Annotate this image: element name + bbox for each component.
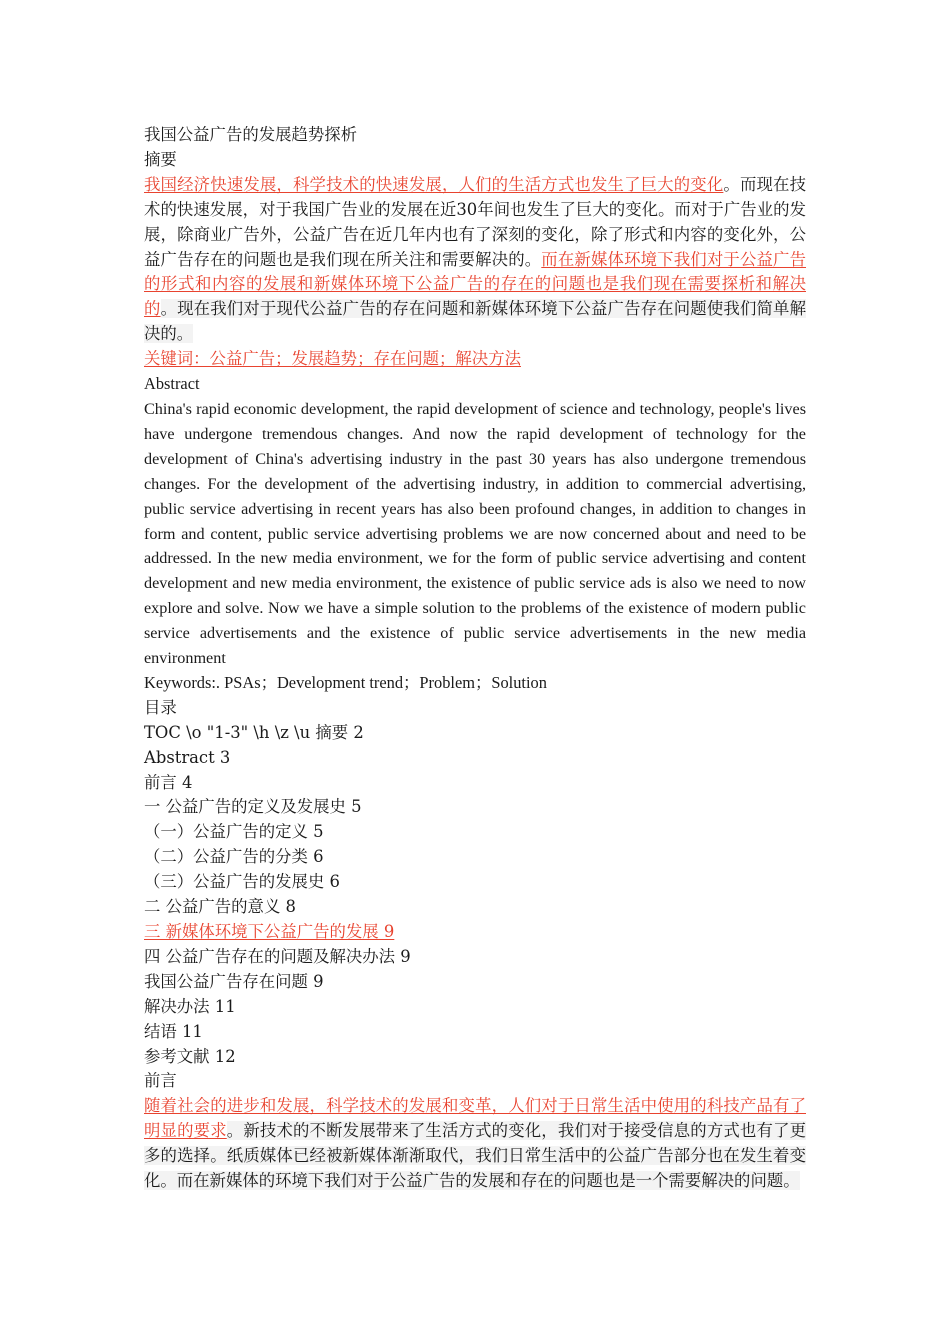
- abstract-cn-paragraph: [144, 173, 806, 347]
- preface-heading: 前言: [144, 1071, 177, 1091]
- toc-item-highlighted[interactable]: 三 新媒体环境下公益广告的发展 9: [144, 922, 395, 941]
- toc-item[interactable]: 二 公益广告的意义 8: [144, 897, 296, 917]
- preface-paragraph: [144, 1094, 806, 1194]
- toc-item[interactable]: 前言 4: [144, 772, 193, 792]
- toc-item[interactable]: （一）公益广告的定义 5: [144, 822, 324, 842]
- document-title: 我国公益广告的发展趋势探析: [144, 125, 358, 144]
- abstract-cn-text-2: 。现在我们对于现代公益广告的存在问题和新媒体环境下公益广告存在问题使我们简单解决的。: [144, 299, 807, 344]
- toc-item[interactable]: 解决办法 11: [144, 996, 236, 1016]
- abstract-cn-heading: 摘要: [144, 149, 177, 169]
- toc-item[interactable]: （三）公益广告的发展史 6: [144, 872, 340, 892]
- toc-item[interactable]: （二）公益广告的分类 6: [144, 847, 324, 867]
- toc-item[interactable]: 我国公益广告存在问题 9: [144, 971, 324, 991]
- document-page: [144, 123, 806, 1194]
- toc-item[interactable]: Abstract 3: [144, 747, 231, 767]
- abstract-cn-text-1: 。而现在技术的快速发展，对于我国广告业的发展在近30年间也发生了巨大的变化。而对于广告业的发展，除商业广告外，公益广告在近几年内也有了深刻的变化，除了形式和内容的变化外，公益广告存在的问题也是我们现在所关注和需要解决的。: [144, 174, 806, 269]
- toc-item[interactable]: 一 公益广告的定义及发展史 5: [144, 797, 362, 817]
- abstract-cn-red-2: 而在新媒体环境下我们对于公益广告的形式和内容的发展和新媒体环境下公益广告的存在的问题也是我们现在需要探析和解决的: [144, 249, 806, 319]
- toc-item[interactable]: 参考文献 12: [144, 1046, 236, 1066]
- keywords-cn: 关键词：公益广告；发展趋势；存在问题；解决方法: [144, 349, 521, 369]
- abstract-en-heading: Abstract: [144, 374, 200, 394]
- toc-item[interactable]: 结语 11: [144, 1021, 203, 1041]
- keywords-en: Keywords:. PSAs；Development trend；Problem；Solution: [144, 672, 547, 692]
- toc-item[interactable]: 四 公益广告存在的问题及解决办法 9: [144, 946, 411, 966]
- preface-text: 。新技术的不断发展带来了生活方式的变化，我们对于接受信息的方式也有了更多的选择。纸质媒体已经被新媒体渐渐取代，我们日常生活中的公益广告部分也在发生着变化。而在新媒体的环境下我们对于公益广告的发展和存在的问题也是一个需要解决的问题。: [144, 1121, 807, 1191]
- preface-red: 随着社会的进步和发展，科学技术的发展和变革，人们对于日常生活中使用的科技产品有了明显的要求: [144, 1096, 806, 1141]
- toc-heading: 目录: [144, 697, 177, 717]
- toc-item[interactable]: TOC \o "1-3" \h \z \u 摘要 2: [144, 722, 364, 742]
- abstract-cn-red-1: 我国经济快速发展，科学技术的快速发展，人们的生活方式也发生了巨大的变化: [144, 174, 724, 194]
- abstract-en-paragraph: China's rapid economic development, the rapid development of science and technology, people's lives have undergone tremendous changes. And now the rapid development of technology for the development of China's advertising industry in the past 30 years has also undergone tremendous changes. For the development of the advertising industry, in addition to commercial advertising, public service advertising in recent years has also been profound changes, in addition to changes in form and content, public service advertising problems we are now concerned about and need to be addressed. In the new media environment, we for the form of public service advertising and content development and new media environment, the existence of public service ads is also we need to now explore and solve. Now we have a simple solution to the problems of the existence of modern public service advertisements and the existence of public service advertisements in the new media environment: [144, 399, 806, 668]
